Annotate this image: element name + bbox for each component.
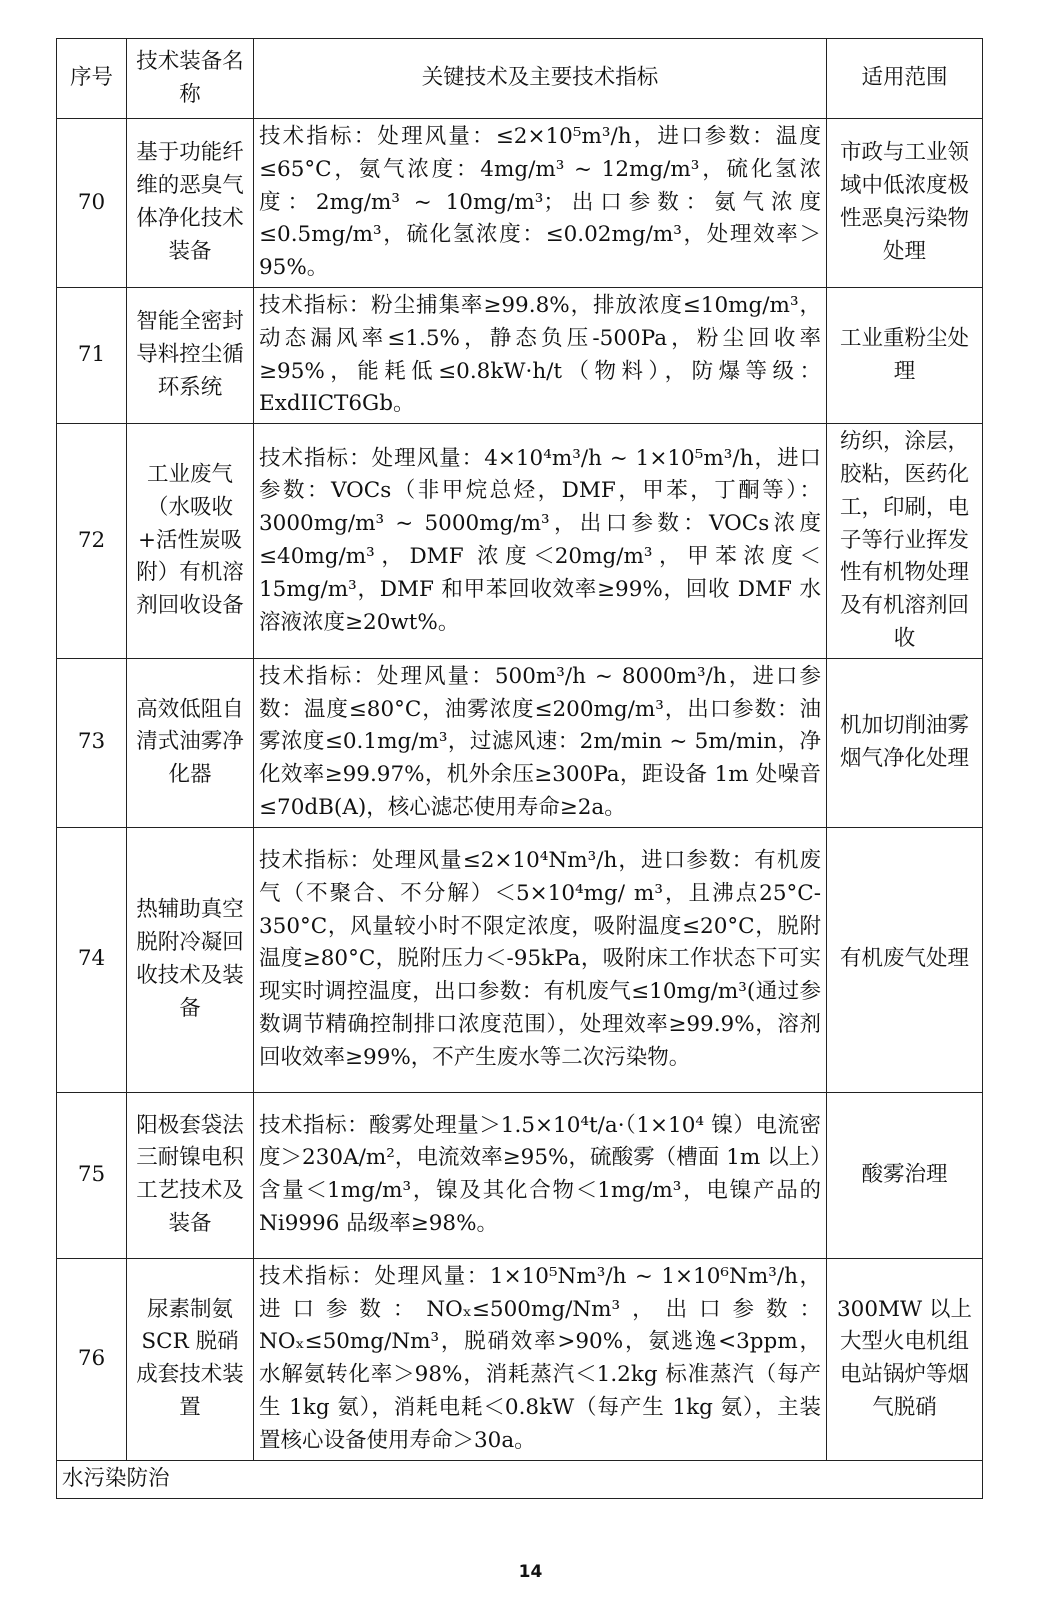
row-spec: 技术指标：处理风量：500m³/h ~ 8000m³/h，进口参数：温度≤80°C，油雾浓度≤200mg/m³，出口参数：油雾浓度≤0.1mg/m³，过滤风速：2m/min ~ 5m/min，净化效率≥99.97%，机外余压≥300Pa，距设备 1m 处噪音≤70dB(A)，核心滤芯使用寿命≥2a。 (254, 658, 827, 827)
row-seq: 72 (57, 424, 127, 659)
technology-equipment-table (56, 38, 983, 1499)
table-row (57, 827, 983, 1092)
row-spec: 技术指标：处理风量：1×10⁵Nm³/h ~ 1×10⁶Nm³/h，进口参数：NOₓ≤500mg/Nm³，出口参数：NOₓ≤50mg/Nm³，脱硝效率>90%，氨逃逸<3ppm，水解氨转化率＞98%，消耗蒸汽＜1.2kg 标准蒸汽（每产生 1kg 氨），消耗电耗＜0.8kW（每产生 1kg 氨），主装置核心设备使用寿命＞30a。 (254, 1258, 827, 1460)
table-row (57, 424, 983, 659)
row-name: 热辅助真空脱附冷凝回收技术及装备 (127, 827, 254, 1092)
row-scope: 工业重粉尘处理 (827, 287, 983, 423)
table-row (57, 287, 983, 423)
table-row (57, 119, 983, 288)
row-spec: 技术指标：处理风量≤2×10⁴Nm³/h，进口参数：有机废气（不聚合、不分解）＜5×10⁴mg/ m³，且沸点25°C-350°C，风量较小时不限定浓度，吸附温度≤20°C，脱附温度≥80°C，脱附压力＜-95kPa，吸附床工作状态下可实现实时调控温度，出口参数：有机废气≤10mg/m³(通过参数调节精确控制排口浓度范围），处理效率≥99.9%，溶剂回收效率≥99%，不产生废水等二次污染物。 (254, 827, 827, 1092)
row-name: 阳极套袋法三耐镍电积工艺技术及装备 (127, 1092, 254, 1258)
row-seq: 76 (57, 1258, 127, 1460)
row-scope: 酸雾治理 (827, 1092, 983, 1258)
row-spec: 技术指标：处理风量：≤2×10⁵m³/h，进口参数：温度≤65°C，氨气浓度：4mg/m³ ~ 12mg/m³，硫化氢浓度：2mg/m³ ~ 10mg/m³；出口参数：氨气浓度≤0.5mg/m³，硫化氢浓度：≤0.02mg/m³，处理效率＞95%。 (254, 119, 827, 288)
table-row (57, 1092, 983, 1258)
row-name: 高效低阻自清式油雾净化器 (127, 658, 254, 827)
row-spec: 技术指标：酸雾处理量＞1.5×10⁴t/a·（1×10⁴ 镍）电流密度＞230A/m²，电流效率≥95%，硫酸雾（槽面 1m 以上）含量＜1mg/m³，镍及其化合物＜1mg/m³，电镍产品的 Ni9996 品级率≥98%。 (254, 1092, 827, 1258)
page-number: 14 (518, 1562, 543, 1582)
row-seq: 75 (57, 1092, 127, 1258)
row-seq: 70 (57, 119, 127, 288)
header-seq: 序号 (57, 39, 127, 119)
row-spec: 技术指标：粉尘捕集率≥99.8%，排放浓度≤10mg/m³，动态漏风率≤1.5%，静态负压-500Pa，粉尘回收率≥95%，能耗低≤0.8kW·h/t（物料），防爆等级：ExdIICT6Gb。 (254, 287, 827, 423)
section-water-pollution: 水污染防治 (57, 1460, 983, 1498)
row-name: 基于功能纤维的恶臭气体净化技术装备 (127, 119, 254, 288)
table-row (57, 1258, 983, 1460)
row-spec: 技术指标：处理风量：4×10⁴m³/h ~ 1×10⁵m³/h，进口参数：VOCs（非甲烷总烃，DMF，甲苯，丁酮等）：3000mg/m³ ~ 5000mg/m³，出口参数：VOCs浓度≤40mg/m³，DMF 浓度＜20mg/m³，甲苯浓度＜15mg/m³，DMF 和甲苯回收效率≥99%，回收 DMF 水溶液浓度≥20wt%。 (254, 424, 827, 659)
row-seq: 74 (57, 827, 127, 1092)
row-scope: 机加切削油雾烟气净化处理 (827, 658, 983, 827)
row-seq: 71 (57, 287, 127, 423)
header-spec: 关键技术及主要技术指标 (254, 39, 827, 119)
row-name: 尿素制氨 SCR 脱硝成套技术装置 (127, 1258, 254, 1460)
row-scope: 市政与工业领域中低浓度极性恶臭污染物处理 (827, 119, 983, 288)
header-name: 技术装备名称 (127, 39, 254, 119)
row-scope: 300MW 以上大型火电机组电站锅炉等烟气脱硝 (827, 1258, 983, 1460)
row-name: 工业废气（水吸收+活性炭吸附）有机溶剂回收设备 (127, 424, 254, 659)
row-scope: 有机废气处理 (827, 827, 983, 1092)
section-row (57, 1460, 983, 1498)
header-scope: 适用范围 (827, 39, 983, 119)
row-name: 智能全密封导料控尘循环系统 (127, 287, 254, 423)
table-header-row (57, 39, 983, 119)
row-scope: 纺织，涂层，胶粘，医药化工，印刷，电子等行业挥发性有机物处理及有机溶剂回收 (827, 424, 983, 659)
table-row (57, 658, 983, 827)
row-seq: 73 (57, 658, 127, 827)
